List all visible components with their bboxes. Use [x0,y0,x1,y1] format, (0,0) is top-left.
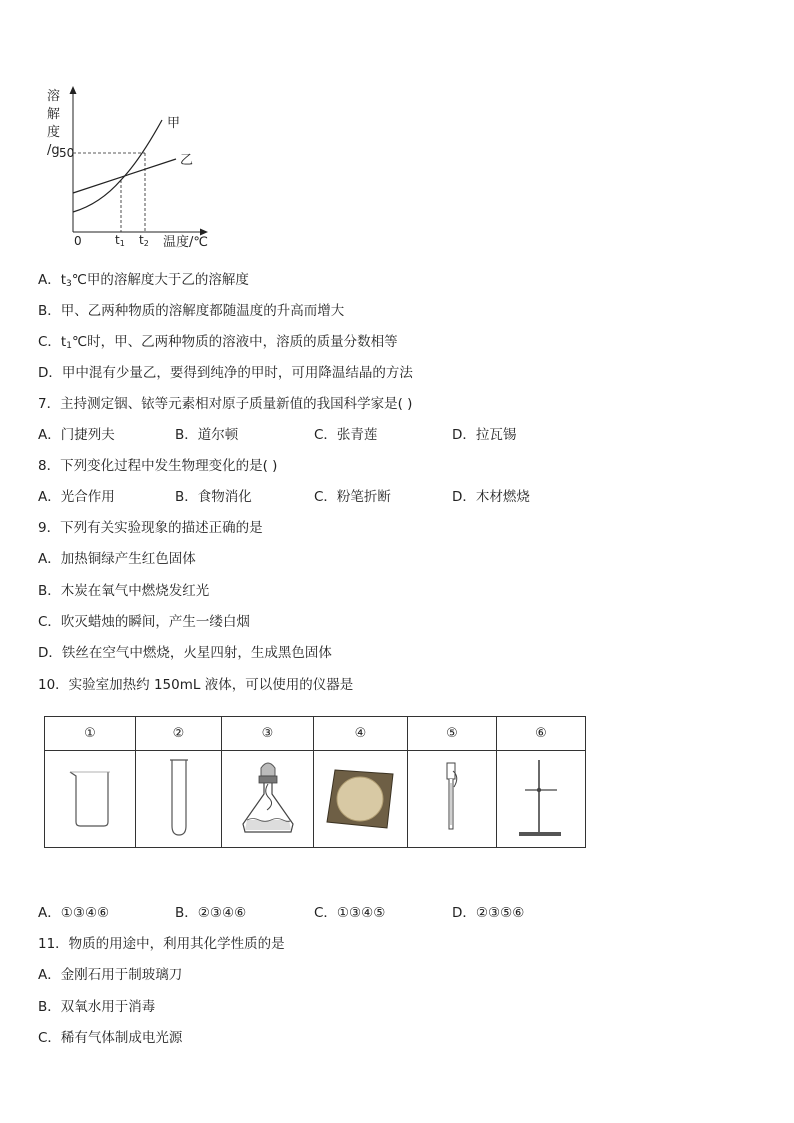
q8-stem: 8．下列变化过程中发生物理变化的是( ) [38,458,278,474]
q6-option-c: C．$t_1℃$时，甲、乙两种物质的溶液中，溶质的质量分数相等 [38,334,398,351]
q11-option-b: B．双氧水用于消毒 [38,999,156,1015]
alcohol-lamp-icon [233,754,303,840]
apparatus-cell-6 [497,751,586,848]
curve-yi [73,159,176,193]
apparatus-number-6: ⑥ [497,717,586,751]
apparatus-number-1: ① [45,717,136,751]
q9-stem: 9．下列有关实验现象的描述正确的是 [38,520,263,536]
x-tick-t1: t1 [115,233,125,248]
q7-stem: 7．主持测定铟、铱等元素相对原子质量新值的我国科学家是( ) [38,396,413,412]
q6-option-b: B．甲、乙两种物质的溶解度都随温度的升高而增大 [38,303,345,319]
q9-option-c: C．吹灭蜡烛的瞬间，产生一缕白烟 [38,614,250,630]
solubility-chart [38,82,228,257]
q7-option-d: D．拉瓦锡 [452,427,517,443]
curve-jia [73,120,162,212]
q7-option-c: C．张青莲 [314,427,378,443]
apparatus-cell-5 [408,751,497,848]
series-label-yi: 乙 [180,153,194,168]
beaker-icon [60,762,120,832]
series-label-jia: 甲 [167,116,181,131]
q9-option-a: A．加热铜绿产生红色固体 [38,551,196,567]
x-axis-label: 温度/℃ [163,235,208,250]
q7-option-b: B．道尔顿 [175,427,239,443]
apparatus-cell-2 [136,751,222,848]
q9-option-b: B．木炭在氧气中燃烧发红光 [38,583,210,599]
q10-option-c: C．①③④⑤ [314,905,386,921]
apparatus-number-3: ③ [222,717,314,751]
q8-option-b: B．食物消化 [175,489,252,505]
apparatus-cell-4 [314,751,408,848]
q10-option-d: D．②③⑤⑥ [452,905,525,921]
q8-option-a: A．光合作用 [38,489,115,505]
q11-stem: 11．物质的用途中，利用其化学性质的是 [38,936,285,952]
origin-label: 0 [74,234,82,248]
x-tick-t2: t2 [139,233,149,248]
apparatus-number-5: ⑤ [408,717,497,751]
y-axis-label-char: 度 [47,125,61,140]
iron-stand-icon [511,754,571,840]
y-axis-arrow [70,86,77,94]
q9-option-d: D．铁丝在空气中燃烧，火星四射，生成黑色固体 [38,645,332,661]
q7-option-a: A．门捷列夫 [38,427,115,443]
asbestos-mesh-icon [323,762,399,832]
q11-option-a: A．金刚石用于制玻璃刀 [38,967,183,983]
apparatus-number-4: ④ [314,717,408,751]
test-tube-icon [159,756,199,838]
y-axis-label-char: 溶 [47,89,61,104]
y-axis-label-char: 解 [47,107,61,122]
q6-option-a: A．$t_3℃$甲的溶解度大于乙的溶解度 [38,272,249,289]
y-tick-50: 50 [59,146,75,160]
q8-option-c: C．粉笔折断 [314,489,391,505]
apparatus-number-2: ② [136,717,222,751]
q11-option-c: C．稀有气体制成电光源 [38,1030,183,1046]
test-tube-clamp-icon [432,757,472,837]
apparatus-cell-1 [45,751,136,848]
apparatus-table [44,716,586,848]
q6-option-d: D．甲中混有少量乙，要得到纯净的甲时，可用降温结晶的方法 [38,365,413,381]
q8-option-d: D．木材燃烧 [452,489,530,505]
y-axis-label-char: /g [47,143,60,158]
q10-option-a: A．①③④⑥ [38,905,110,921]
q10-stem: 10．实验室加热约 150mL 液体，可以使用的仪器是 [38,677,354,693]
apparatus-cell-3 [222,751,314,848]
q10-option-b: B．②③④⑥ [175,905,247,921]
